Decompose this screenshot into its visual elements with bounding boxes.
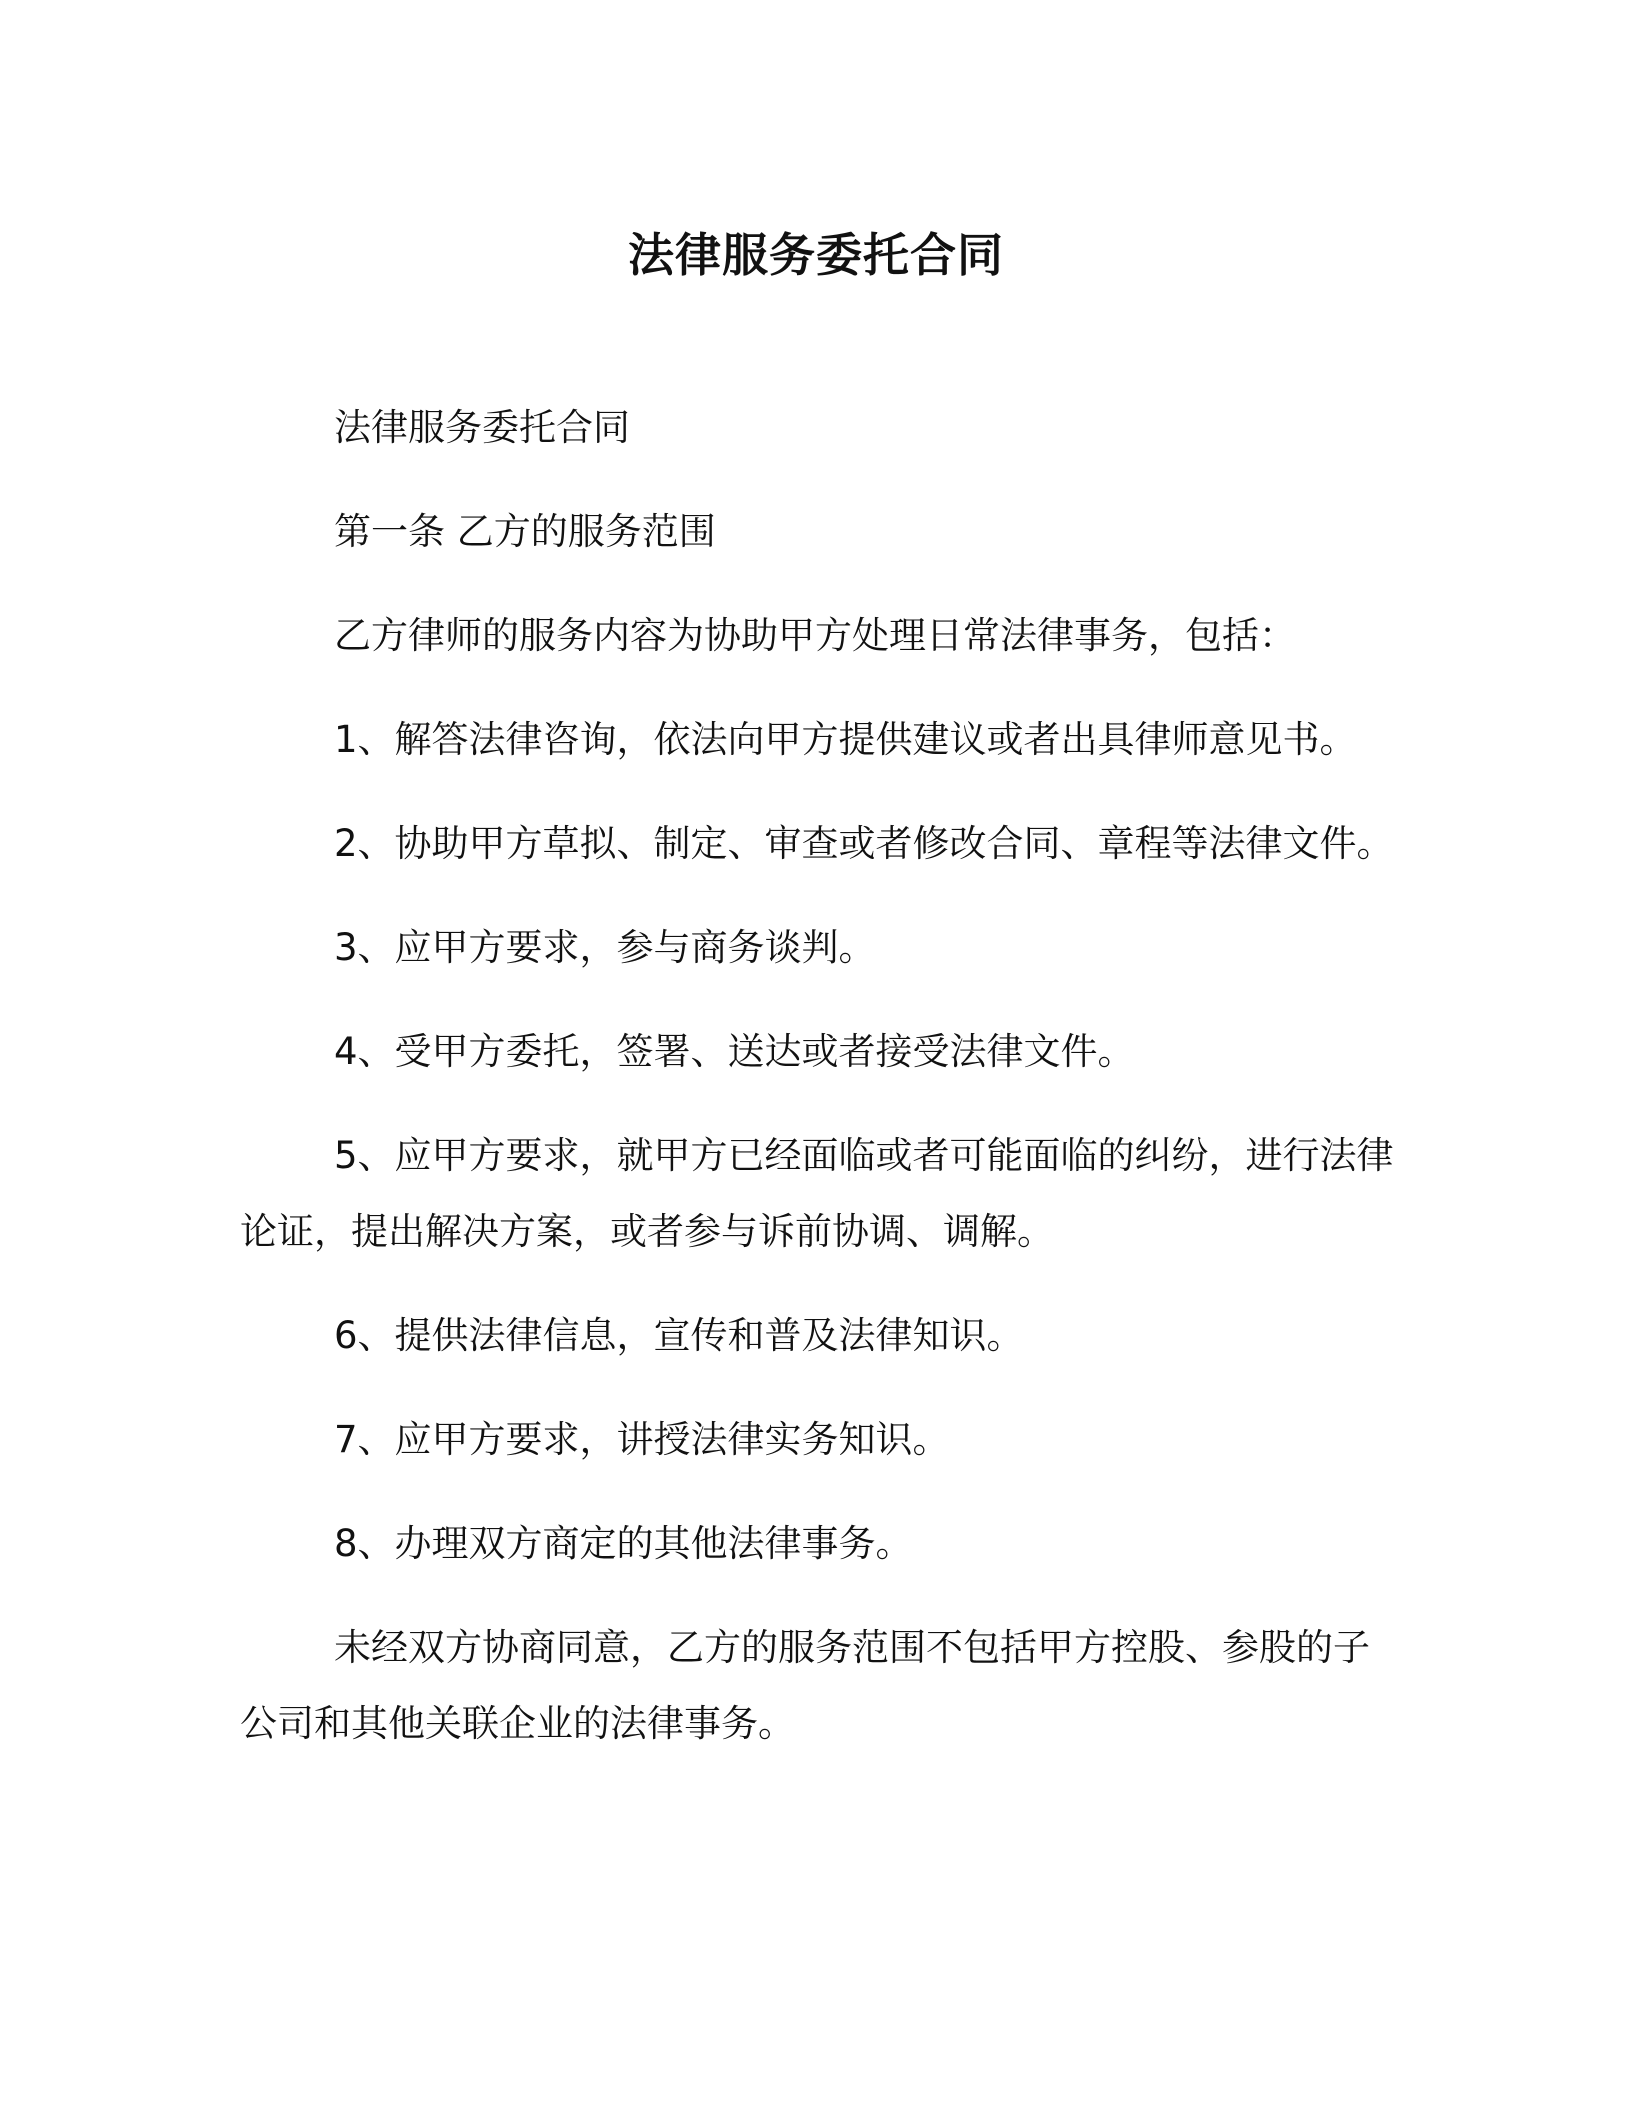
- paragraph-item-8: 8、办理双方商定的其他法律事务。: [334, 1522, 913, 1565]
- document-title: 法律服务委托合同: [628, 228, 1004, 282]
- document-body: [240, 390, 1396, 1790]
- paragraph-scope-exclusion: 未经双方协商同意，乙方的服务范围不包括甲方控股、参股的子公司和其他关联企业的法律事务。: [240, 1626, 1370, 1745]
- paragraph-item-1: 1、解答法律咨询，依法向甲方提供建议或者出具律师意见书。: [334, 718, 1357, 761]
- paragraph-service-intro: 乙方律师的服务内容为协助甲方处理日常法律事务，包括：: [334, 614, 1296, 657]
- paragraph-item-4: 4、受甲方委托，签署、送达或者接受法律文件。: [334, 1030, 1135, 1073]
- paragraph-item-6: 6、提供法律信息，宣传和普及法律知识。: [334, 1314, 1024, 1357]
- paragraph-item-5: 5、应甲方要求，就甲方已经面临或者可能面临的纠纷，进行法律论证，提出解决方案，或者参与诉前协调、调解。: [240, 1134, 1394, 1253]
- paragraph-item-7: 7、应甲方要求，讲授法律实务知识。: [334, 1418, 950, 1461]
- paragraph-heading: 法律服务委托合同: [334, 406, 630, 449]
- paragraph-article-1-heading: 第一条 乙方的服务范围: [334, 510, 716, 553]
- paragraph-item-2: 2、协助甲方草拟、制定、审查或者修改合同、章程等法律文件。: [334, 822, 1394, 865]
- paragraph-item-3: 3、应甲方要求，参与商务谈判。: [334, 926, 876, 969]
